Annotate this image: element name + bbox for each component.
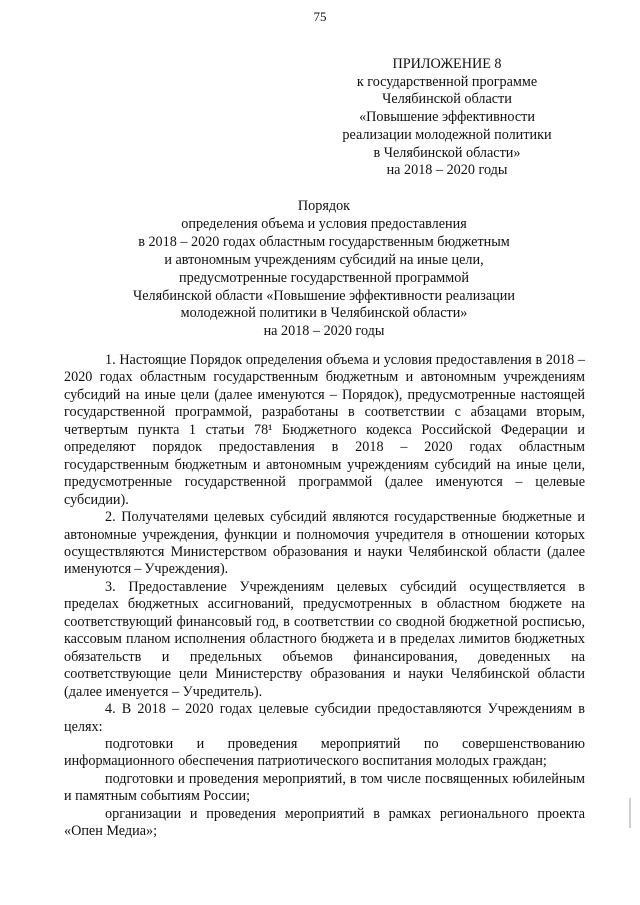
list-item-1: подготовки и проведения мероприятий по совершенствованию информационного обеспечения патриотического воспитания молодых граждан; [64,735,585,770]
appendix-line: в Челябинской области» [373,144,521,161]
page-number: 75 [313,9,327,24]
paragraph-2: 2. Получателями целевых субсидий являются государственные бюджетные и автономные учреждения, функции и полномочия учредителя в отношении которых осуществляются Министерством образования и науки Челябинской области (далее именуются – Учреждения). [64,509,585,578]
scan-margin-mark [629,798,631,828]
appendix-line: на 2018 – 2020 годы [386,162,508,179]
title-heading: Порядок [297,198,351,214]
title-line: в 2018 – 2020 годах областным государственным бюджетным [138,233,510,250]
appendix-title: ПРИЛОЖЕНИЕ 8 [392,56,502,72]
paragraph-1: 1. Настоящие Порядок определения объема и условия предоставления в 2018 – 2020 годах областным государственным бюджетным и автономным учреждениям субсидий на иные цели (далее именуются – Порядок), предусмотренные настоящей государственной программой, разработаны в соответствии с абзацами вторым, четвертым пункта 1 статьи 78¹ Бюджетного кодекса Российской Федерации и определяют порядок предоставления в 2018 – 2020 годах областным государственным бюджетным и автономным учреждениям субсидий на иные цели, предусмотренные государственной программой (далее именуются – целевые субсидии). [64,352,585,508]
appendix-line: Челябинской области [382,91,512,108]
document-title [64,198,584,341]
title-line: Челябинской области «Повышение эффективности реализации [133,287,515,304]
appendix-line: «Повышение эффективности [359,109,535,126]
document-body [64,352,585,841]
paragraph-3: 3. Предоставление Учреждениям целевых субсидий осуществляется в пределах бюджетных ассигнований, предусмотренных в областном бюджете на соответствующий финансовый год, в соответствии со сводной бюджетной росписью, кассовым планом исполнения областного бюджета и в пределах лимитов бюджетных обязательств и предельных объемов финансирования, доведенных на соответствующие цели Министерству образования и науки Челябинской области (далее именуется – Учредитель). [64,578,585,700]
appendix-header [330,56,564,180]
appendix-line: к государственной программе [356,73,538,90]
title-line: и автономным учреждениям субсидий на иные цели, [164,251,484,268]
title-line: предусмотренные государственной программой [179,269,469,286]
list-item-3: организации и проведения мероприятий в рамках регионального проекта «Опен Медиа»; [64,805,585,840]
title-line: молодежной политики в Челябинской области» [180,305,468,322]
title-line: на 2018 – 2020 годы [263,323,385,340]
appendix-line: реализации молодежной политики [342,126,552,143]
list-item-2: подготовки и проведения мероприятий, в том числе посвященных юбилейным и памятным событиям России; [64,770,585,805]
paragraph-4: 4. В 2018 – 2020 годах целевые субсидии предоставляются Учреждениям в целях: [64,701,585,735]
title-line: определения объема и условия предоставления [181,215,467,232]
